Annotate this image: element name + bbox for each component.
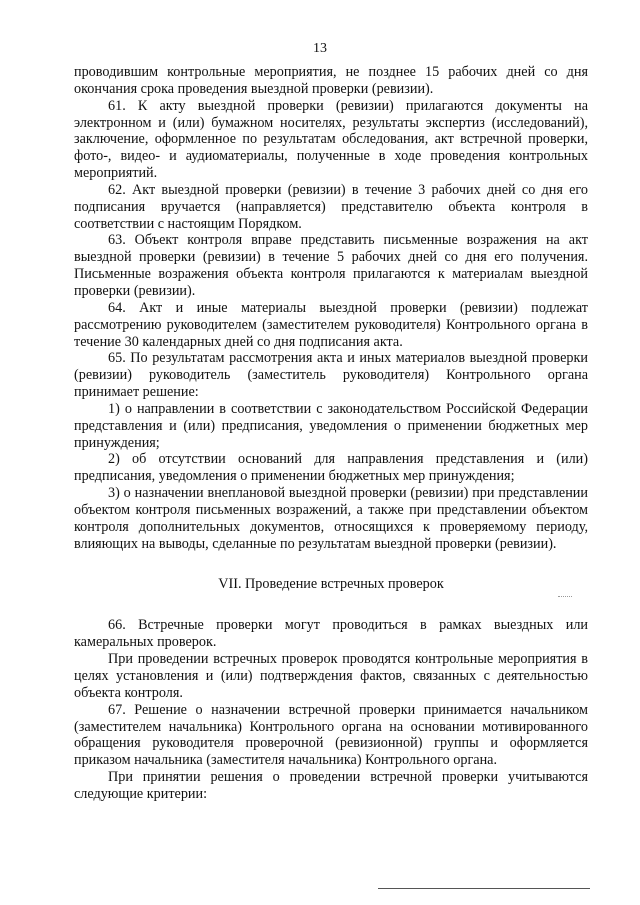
paragraph-64: 64. Акт и иные материалы выездной проверки (ревизии) подлежат рассмотрению руководителем (заместителем руководителя) Контрольного органа в течение 30 календарных дней со дня подписания акта. [74,299,588,350]
paragraph-67: 67. Решение о назначении встречной проверки принимается начальником (заместителем начальника) Контрольного органа на основании мотивированного обращения руководителя проверочной (ревизионной) группы и оформляется приказом начальника (заместителя начальника) Контрольного органа. [74,701,588,769]
page-number: 13 [313,41,327,56]
paragraph-61: 61. К акту выездной проверки (ревизии) прилагаются документы на электронном и (или) бумажном носителях, результаты экспертиз (исследований), заключение, оформленное по результатам обследования, акт встречной проверки, фото-, видео- и аудиоматериалы, полученные в ходе проведения контрольных мероприятий. [74,97,588,182]
paragraph-67-continued: При принятии решения о проведении встречной проверки учитываются следующие критерии: [74,769,588,802]
paragraph-66: 66. Встречные проверки могут проводиться в рамках выездных или камеральных проверок. [74,617,588,651]
paragraph-63: 63. Объект контроля вправе представить письменные возражения на акт выездной проверки (ревизии) в течение 5 рабочих дней со дня его получения. Письменные возражения объекта контроля прилагаются к материалам выездной проверки (ревизии). [74,232,588,299]
list-item-1: 1) о направлении в соответствии с законодательством Российской Федерации представления и (или) предписания, уведомления о применении бюджетных мер принуждения; [74,400,588,451]
footer-divider [378,888,590,889]
list-item-3: 3) о назначении внеплановой выездной проверки (ревизии) при представлении объектом контроля письменных возражений, а также при представлении объектом контроля дополнительных документов, относящихся к проверяемому периоду, влияющих на выводы, сделанные по результатам выездной проверки (ревизии). [74,485,588,552]
paragraph-62: 62. Акт выездной проверки (ревизии) в течение 3 рабочих дней со дня его подписания вручается (направляется) представителю объекта контроля в соответствии с настоящим Порядком. [74,181,588,232]
paragraph-continuation: проводившим контрольные мероприятия, не позднее 15 рабочих дней со дня окончания срока проведения выездной проверки (ревизии). [74,64,588,97]
section-heading: VII. Проведение встречных проверок [218,576,444,593]
paragraph-65: 65. По результатам рассмотрения акта и иных материалов выездной проверки (ревизии) руководитель (заместитель руководителя) Контрольного органа принимает решение: [74,350,588,401]
document-body [74,64,588,803]
paragraph-66-continued: При проведении встречных проверок проводятся контрольные мероприятия в целях установления и (или) подтверждения фактов, связанных с деятельностью объекта контроля. [74,651,588,701]
list-item-2: 2) об отсутствии оснований для направления представления и (или) предписания, уведомления о применении бюджетных мер принуждения; [74,451,588,485]
scan-mark [558,596,572,605]
